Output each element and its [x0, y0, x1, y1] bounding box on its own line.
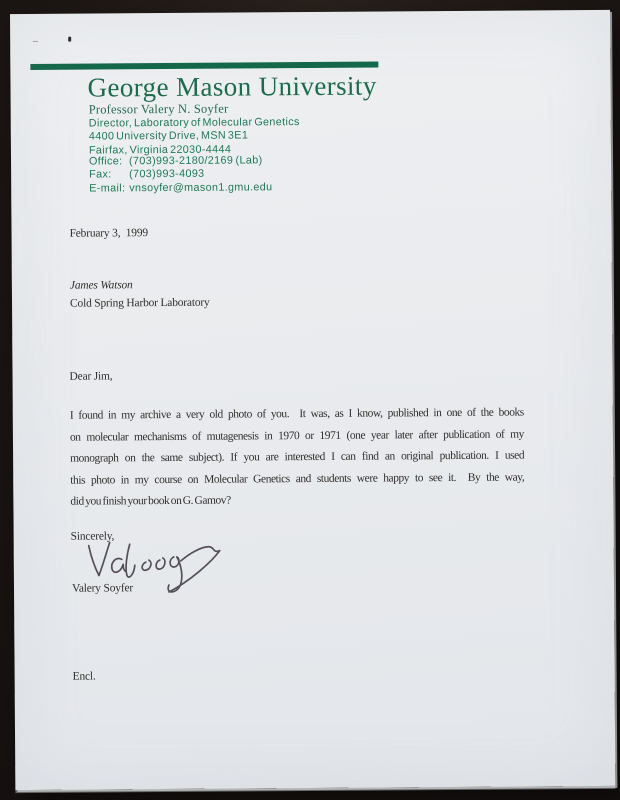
contact-row-email	[89, 181, 272, 196]
enclosure-note: Encl.	[72, 670, 96, 683]
contact-label: Fax:	[89, 168, 112, 181]
address-line: Director, Laboratory of Molecular Genetics	[88, 116, 300, 130]
body-line: this photo in my course on Molecular Genetics and students were happy to see it. By the way,	[70, 471, 525, 487]
letterhead-contacts	[89, 154, 273, 195]
contact-value: vnsoyfer@mason1.gmu.edu	[129, 181, 273, 195]
contact-value: (703)993-2180/2169 (Lab)	[128, 154, 263, 168]
letter-page	[10, 10, 615, 790]
professor-name: Professor Valery N. Soyfer	[88, 101, 229, 117]
recipient-organization: Cold Spring Harbor Laboratory	[69, 296, 210, 310]
letter-body	[70, 403, 525, 514]
recipient-name: James Watson	[69, 279, 133, 292]
contact-value: (703)993-4093	[129, 168, 205, 181]
letter-date: February 3, 1999	[69, 227, 148, 240]
contact-label: E-mail:	[89, 182, 126, 195]
body-line: monograph on the same subject). If you are interested I can find an original publication. I used	[70, 449, 525, 465]
contact-row-fax	[89, 168, 272, 183]
signed-name: Valery Soyfer	[71, 582, 134, 595]
body-line: on molecular mechanisms of mutagenesis in 1970 or 1971 (one year later after publication of my	[69, 428, 524, 444]
letterhead-address	[89, 116, 300, 158]
contact-label: Office:	[88, 155, 123, 168]
body-line: did you finish your book on G. Gamov?	[70, 494, 231, 508]
address-line: 4400 University Drive, MSN 3E1	[88, 129, 249, 143]
letterhead-rule	[30, 62, 378, 70]
closing: Sincerely,	[70, 530, 115, 543]
pen-tick-mark	[29, 37, 38, 42]
address-line: Fairfax, Virginia 22030-4444	[88, 143, 232, 157]
salutation: Dear Jim,	[69, 370, 113, 383]
university-name: George Mason University	[87, 70, 377, 103]
contact-row-office	[89, 154, 272, 169]
handwritten-signature	[82, 537, 232, 608]
ink-dot-mark	[68, 37, 71, 42]
body-line: I found in my archive a very old photo of you. It was, as I know, published in one of the books	[69, 406, 524, 422]
